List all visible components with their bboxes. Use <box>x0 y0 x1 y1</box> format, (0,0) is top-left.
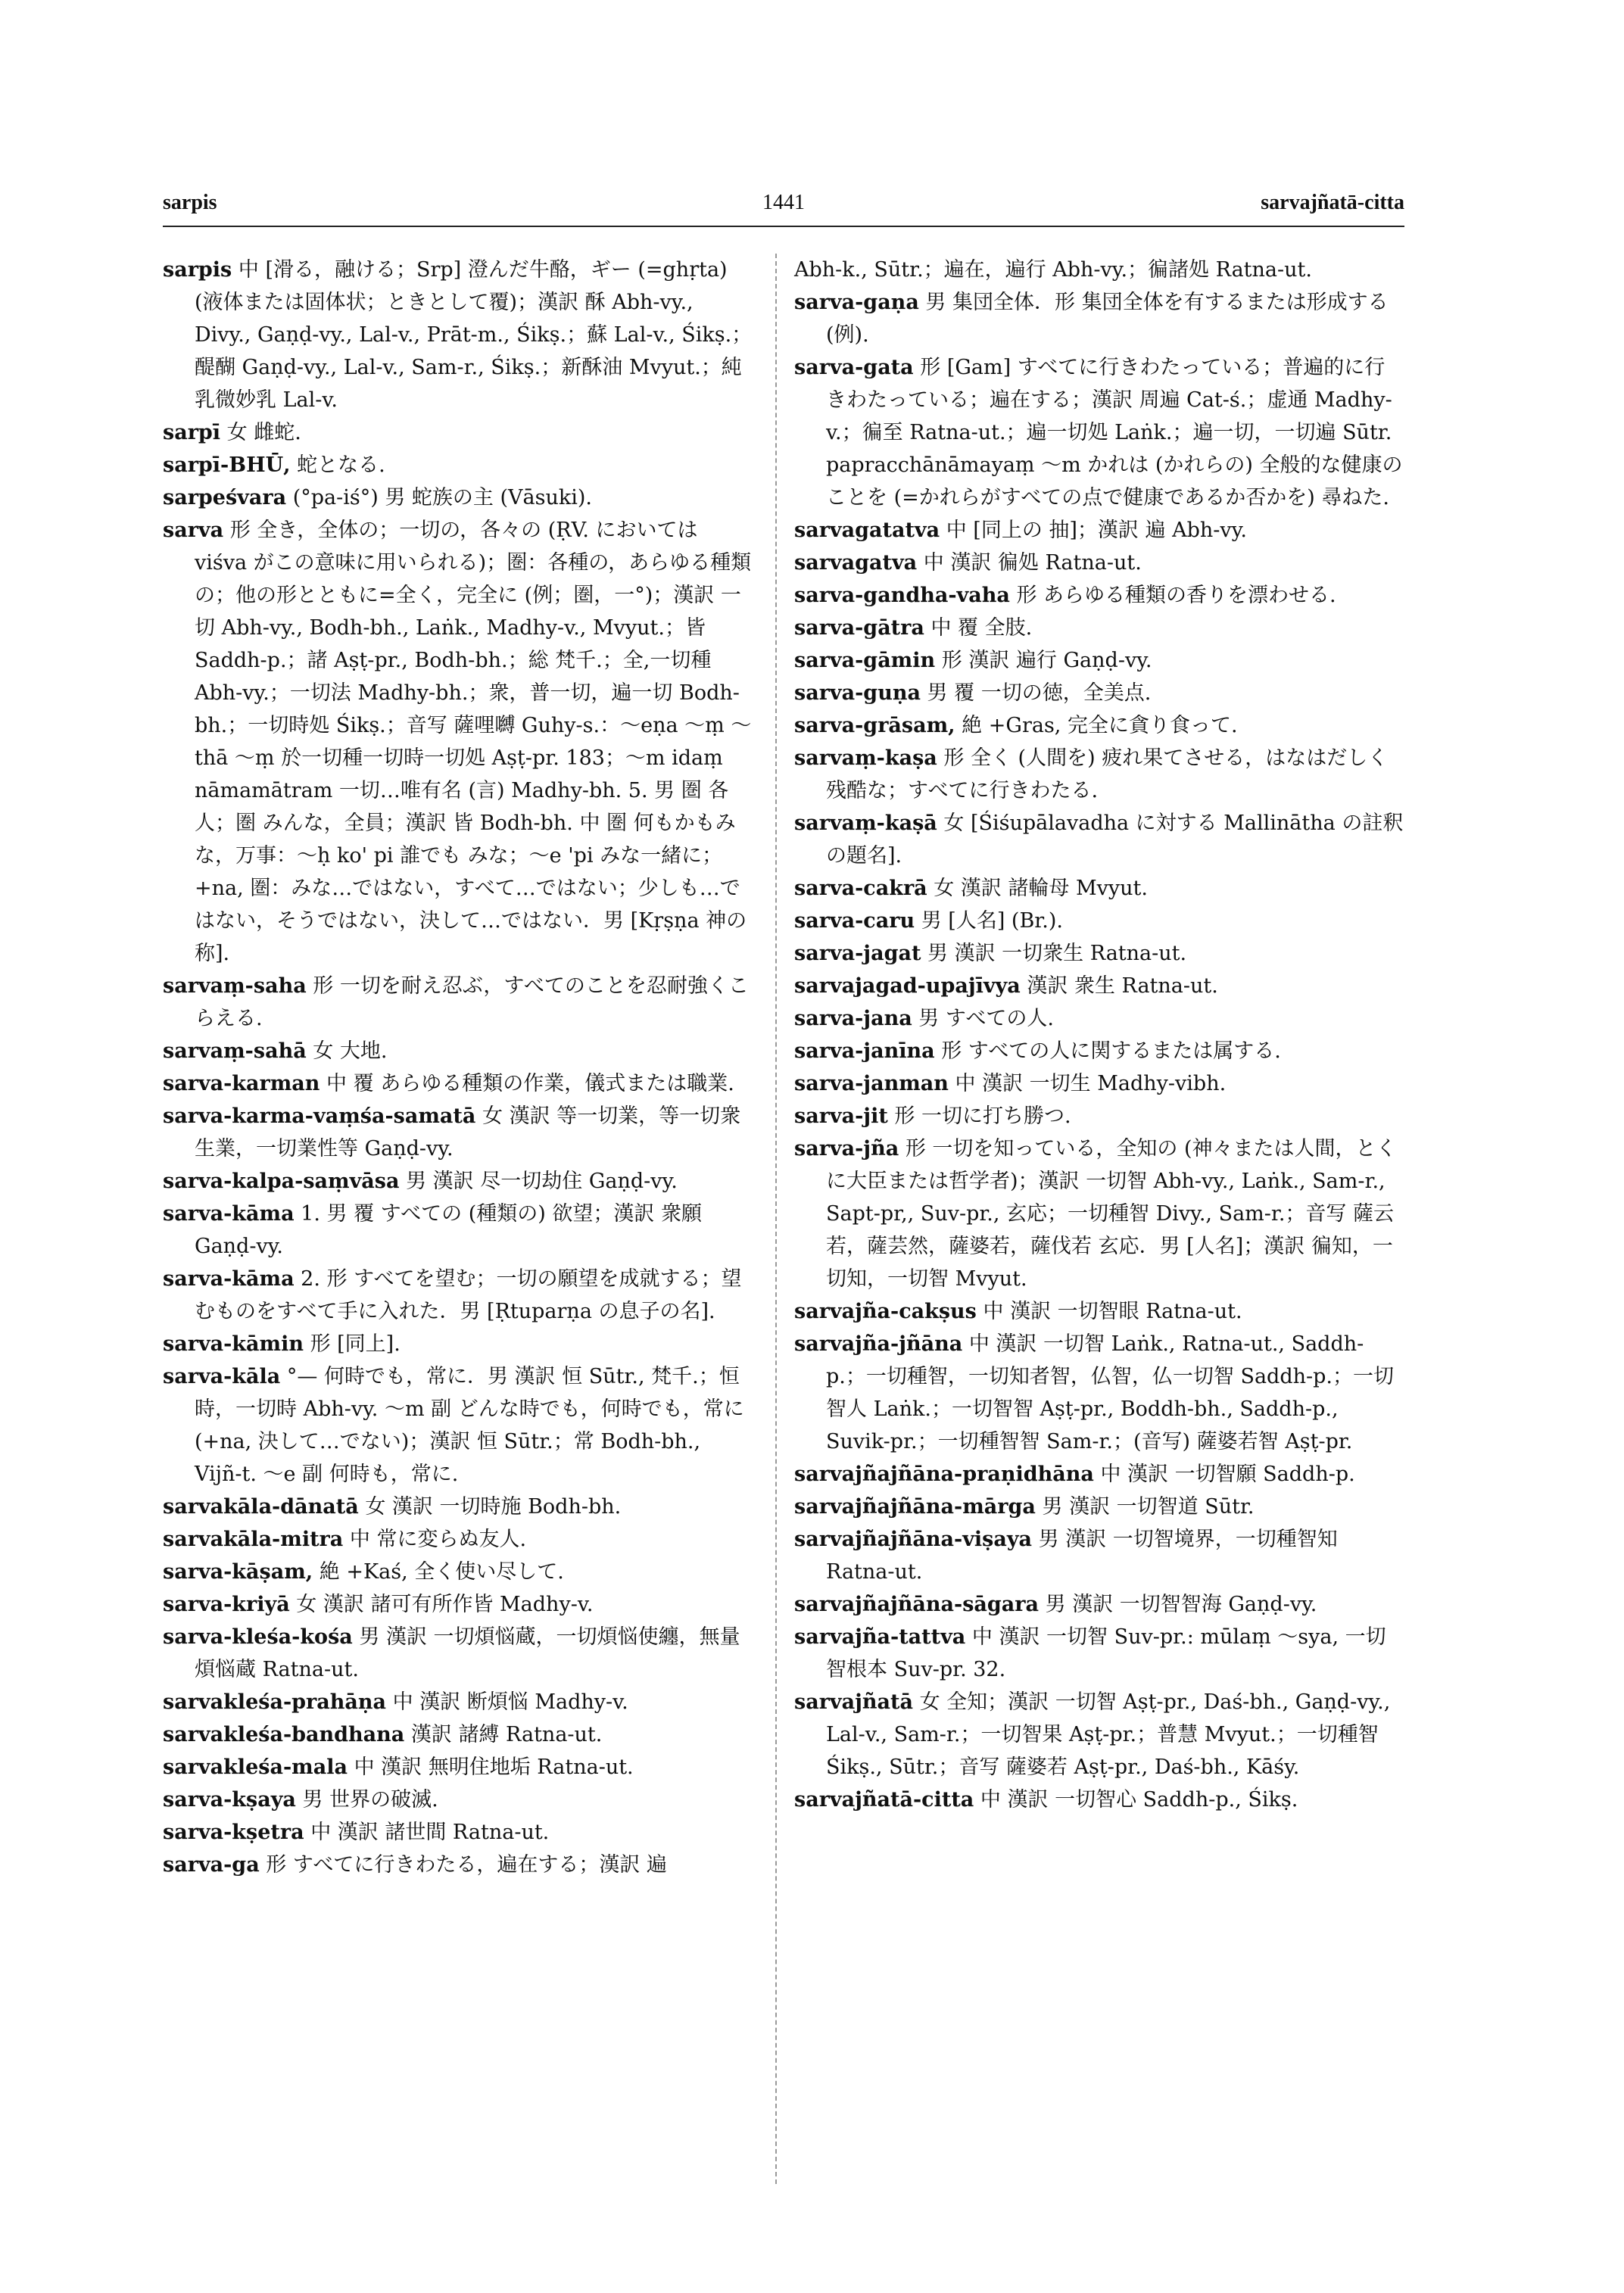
entry-definition: 漢訳 衆生 Ratna-ut. <box>1027 974 1218 998</box>
dictionary-entry <box>163 481 753 514</box>
dictionary-entry <box>794 905 1404 937</box>
dictionary-entry <box>794 1523 1404 1588</box>
entry-definition: Abh-k., Sūtr.；遍在，遍行 Abh-vy.；徧諸処 Ratna-ut. <box>794 258 1312 282</box>
left-column <box>163 254 753 1881</box>
entry-headword: sarvajñajñāna-praṇidhāna <box>794 1463 1094 1486</box>
entry-definition: 形 漢訳 遍行 Gaṇḍ-vy. <box>941 649 1152 672</box>
entry-headword: sarva-kāṣam, <box>163 1560 313 1584</box>
dictionary-entry <box>163 254 753 416</box>
entry-definition: 中 漢訳 無明住地垢 Ratna-ut. <box>354 1756 634 1779</box>
entry-definition: 中 漢訳 徧処 Ratna-ut. <box>923 551 1142 575</box>
entry-definition: 女 漢訳 諸輪母 Mvyut. <box>934 877 1148 900</box>
dictionary-entry <box>794 742 1404 807</box>
dictionary-entry <box>163 1816 753 1849</box>
dictionary-entry <box>163 1784 753 1816</box>
entry-definition: 中 漢訳 諸世間 Ratna-ut. <box>310 1821 550 1844</box>
dictionary-entry <box>794 1621 1404 1686</box>
entry-headword: sarva-kāma <box>163 1202 295 1226</box>
entry-headword: sarvajagad-upajīvya <box>794 974 1021 998</box>
entry-definition: 中 常に変らぬ友人. <box>349 1528 527 1551</box>
entry-definition: 男 漢訳 一切智智海 Gaṇḍ-vy. <box>1045 1593 1317 1616</box>
entry-headword: sarva-kāma <box>163 1267 295 1291</box>
entry-headword: sarva-gandha-vaha <box>794 584 1010 607</box>
dictionary-entry <box>163 1165 753 1198</box>
dictionary-entry <box>163 1686 753 1718</box>
entry-definition: 男 漢訳 一切煩悩蔵，一切煩悩使纏，無量煩悩蔵 Ratna-ut. <box>195 1625 740 1681</box>
entry-definition: 絶 +Gras, 完全に貪り食って. <box>962 714 1238 737</box>
entry-headword: sarvajñajñāna-sāgara <box>794 1593 1040 1616</box>
entry-headword: sarva-karman <box>163 1072 320 1095</box>
entry-headword: sarvajñajñāna-mārga <box>794 1495 1036 1519</box>
entry-headword: sarvakāla-dānatā <box>163 1495 359 1519</box>
dictionary-entry <box>794 677 1404 709</box>
dictionary-entry <box>794 514 1404 547</box>
dictionary-entry <box>794 1035 1404 1067</box>
entry-definition: 女 大地. <box>313 1039 388 1063</box>
entry-headword: sarva-gāmin <box>794 649 936 672</box>
entry-definition: 男 世界の破滅. <box>302 1788 438 1812</box>
entry-headword: sarvajña-jñāna <box>794 1332 963 1356</box>
entry-definition: 男 漢訳 一切智境界，一切種智知 Ratna-ut. <box>826 1528 1338 1584</box>
dictionary-entry <box>794 709 1404 742</box>
dictionary-entry <box>794 1686 1404 1784</box>
dictionary-entry <box>794 612 1404 644</box>
dictionary-entry <box>163 1100 753 1165</box>
entry-definition: 形 すべてに行きわたる，遍在する；漢訳 遍 <box>266 1853 667 1877</box>
entry-definition: 男 漢訳 一切衆生 Ratna-ut. <box>927 942 1187 965</box>
header-rule <box>163 226 1404 227</box>
entry-definition: (°pa-iś°) 男 蛇族の主 (Vāsuki). <box>292 486 592 509</box>
entry-definition: 形 一切を知っている，全知の (神々または人間，とくに大臣または哲学者)；漢訳 一切智 Abh-vy., Laṅk., Sam-r., Sapt-pr,, Suv-pr., 玄応；一切種智 Divy., Sam-r.；音写 薩云若，薩芸然，薩婆若，薩伐若 玄応．男 [人名]；漢訳 徧知，一切知，一切智 Mvyut. <box>826 1137 1397 1291</box>
dictionary-entry <box>794 1784 1404 1816</box>
entry-headword: sarva-janman <box>794 1072 949 1095</box>
dictionary-entry <box>163 1035 753 1067</box>
entry-headword: sarvagatatva <box>794 519 940 542</box>
entry-definition: 女 漢訳 等一切業，等一切衆生業，一切業性等 Gaṇḍ-vy. <box>195 1104 741 1161</box>
entry-definition: 2. 形 すべてを望む；一切の願望を成就する；望むものをすべて手に入れた．男 [Ṛtuparṇa の息子の名]. <box>195 1267 742 1323</box>
dictionary-entry <box>794 1002 1404 1035</box>
dictionary-entry <box>163 1198 753 1263</box>
column-divider <box>775 254 777 2184</box>
dictionary-entry <box>163 1556 753 1588</box>
entry-headword: sarva-gata <box>794 356 914 379</box>
entry-definition: 男 漢訳 尽一切劫住 Gaṇḍ-vy. <box>406 1170 678 1193</box>
entry-headword: sarva-grāsam, <box>794 714 955 737</box>
entry-headword: sarvagatva <box>794 551 918 575</box>
entry-headword: sarvajñatā <box>794 1690 913 1714</box>
entry-headword: sarvajña-cakṣus <box>794 1300 977 1323</box>
entry-definition: 女 全知；漢訳 一切智 Aṣṭ-pr., Daś-bh., Gaṇḍ-vy., Lal-v., Sam-r.；一切智果 Aṣṭ-pr.；普慧 Mvyut.；一切種智 Śikṣ., Sūtr.；音写 薩婆若 Aṣṭ-pr., Daś-bh., Kāśy. <box>826 1690 1391 1779</box>
dictionary-entry <box>794 547 1404 579</box>
entry-definition: 形 全く (人間を) 疲れ果てさせる，はなはだしく残酷な；すべてに行きわたる. <box>826 746 1389 802</box>
entry-definition: 男 すべての人. <box>918 1007 1054 1030</box>
entry-definition: 男 [人名] (Br.). <box>921 909 1063 933</box>
dictionary-entry <box>794 970 1404 1002</box>
entry-headword: sarva-caru <box>794 909 915 933</box>
entry-headword: sarva-karma-vaṃśa-samatā <box>163 1104 476 1128</box>
entry-headword: sarva-kṣetra <box>163 1821 304 1844</box>
entry-definition: 中 [滑る，融ける；Srp] 澄んだ牛酪，ギー (=ghṛta) (液体または固体状；ときとして覆)；漢訳 酥 Abh-vy., Divy., Gaṇḍ-vy., Lal-v., Prāt-m., Śikṣ.；蘇 Lal-v., Śikṣ.；醍醐 Gaṇḍ-vy., Lal-v., Sam-r., Śikṣ.；新酥油 Mvyut.；純乳微妙乳 Lal-v. <box>195 258 753 412</box>
entry-headword: sarva-gaṇa <box>794 291 919 314</box>
entry-headword: sarpī <box>163 421 221 444</box>
dictionary-entry <box>163 1491 753 1523</box>
dictionary-entry <box>794 1588 1404 1621</box>
entry-headword: sarva-kriyā <box>163 1593 290 1616</box>
dictionary-entry <box>794 1491 1404 1523</box>
dictionary-entry <box>163 449 753 481</box>
dictionary-entry <box>163 1849 753 1881</box>
entry-definition: 絶 +Kaś, 全く使い尽して. <box>319 1560 564 1584</box>
entry-definition: 形 すべての人に関するまたは属する. <box>941 1039 1281 1063</box>
entry-headword: sarvaṃ-kaṣa <box>794 746 937 770</box>
dictionary-entry <box>163 1523 753 1556</box>
dictionary-entry <box>794 351 1404 514</box>
entry-definition: 中 漢訳 一切智眼 Ratna-ut. <box>983 1300 1242 1323</box>
entry-definition: 中 [同上の 抽]；漢訳 遍 Abh-vy. <box>946 519 1247 542</box>
entry-definition: 蛇となる. <box>297 453 385 477</box>
dictionary-entry <box>163 970 753 1035</box>
entry-definition: °— 何時でも，常に．男 漢訳 恒 Sūtr., 梵千.；恒時，一切時 Abh-vy. ～m 副 どんな時でも，何時でも，常に (+na, 決して…でない)；漢訳 恒 Sūtr.；常 Bodh-bh., Vijñ-t. ～e 副 何時も，常に. <box>195 1365 744 1486</box>
dictionary-entry <box>163 1360 753 1491</box>
entry-headword: sarvaṃ-kaṣā <box>794 812 937 835</box>
entry-headword: sarvakleśa-mala <box>163 1756 348 1779</box>
entry-headword: sarva <box>163 519 224 542</box>
entry-headword: sarva-gātra <box>794 616 924 640</box>
entry-headword: sarva-kalpa-saṃvāsa <box>163 1170 400 1193</box>
page-header <box>163 191 1404 224</box>
dictionary-entry <box>794 1100 1404 1132</box>
entry-headword: sarpeśvara <box>163 486 287 509</box>
entry-definition: 中 漢訳 一切智心 Saddh-p., Śikṣ. <box>980 1788 1298 1812</box>
dictionary-entry <box>794 807 1404 872</box>
entry-definition: 女 漢訳 一切時施 Bodh-bh. <box>365 1495 622 1519</box>
entry-headword: sarva-jana <box>794 1007 912 1030</box>
dictionary-entry <box>794 1458 1404 1491</box>
entry-definition: 漢訳 諸縛 Ratna-ut. <box>410 1723 603 1746</box>
dictionary-entry <box>163 1328 753 1360</box>
entry-definition: 形 一切に打ち勝つ. <box>894 1104 1071 1128</box>
entry-headword: sarvajñajñāna-viṣaya <box>794 1528 1033 1551</box>
entry-headword: sarvaṃ-saha <box>163 974 307 998</box>
dictionary-entry <box>794 254 1404 286</box>
entry-definition: 中 漢訳 断煩悩 Madhy-v. <box>392 1690 628 1714</box>
entry-definition: 中 覆 全肢. <box>930 616 1033 640</box>
running-head-left: sarpis <box>163 191 217 214</box>
entry-definition: 形 全き，全体の；一切の，各々の (ṚV. においては viśva がこの意味に用いられる)；圏：各種の，あらゆる種類の；他の形とともに=全く，完全に (例；圏，一°)；漢訳 一切 Abh-vy., Bodh-bh., Laṅk., Madhy-v., Mvyut.；皆 Saddh-p.；諸 Aṣṭ-pr., Bodh-bh.；総 梵千.；全,一切種 Abh-vy.；一切法 Madhy-bh.；衆，普一切，遍一切 Bodh-bh.；一切時処 Śikṣ.；音写 薩哩嚩 Guhy-s.：～eṇa ～ṃ ～thā ～ṃ 於一切種一切時一切処 Aṣṭ-pr. 183；～m idaṃ nāmamātram 一切…唯有名 (言) Madhy-bh. 5. 男 圏 各人；圏 みんな，全員；漢訳 皆 Bodh-bh. 中 圏 何もかもみな，万事：～ḥ ko' pi 誰でも みな；～e 'pi みな一緒に；+na, 圏：みな…ではない，すべて…ではない；少しも…ではない，そうではない，決して…ではない．男 [Kṛṣṇa 神の称]. <box>195 519 752 965</box>
entry-definition: 男 覆 一切の徳，全美点. <box>927 681 1152 705</box>
right-column <box>794 254 1404 1816</box>
dictionary-entry <box>794 1067 1404 1100</box>
dictionary-entry <box>794 286 1404 351</box>
entry-headword: sarva-jña <box>794 1137 899 1161</box>
running-head-right: sarvajñatā-citta <box>1261 191 1404 214</box>
entry-headword: sarva-kleśa-kośa <box>163 1625 353 1649</box>
entry-definition: 形 [同上]. <box>310 1332 401 1356</box>
dictionary-entry <box>163 1588 753 1621</box>
entry-definition: 中 漢訳 一切智願 Saddh-p. <box>1100 1463 1355 1486</box>
entry-headword: sarvaṃ-sahā <box>163 1039 307 1063</box>
entry-headword: sarva-kāmin <box>163 1332 304 1356</box>
dictionary-entry <box>794 1132 1404 1295</box>
dictionary-entry <box>794 1295 1404 1328</box>
entry-headword: sarva-kāla <box>163 1365 281 1388</box>
entry-headword: sarvajña-tattva <box>794 1625 966 1649</box>
dictionary-entry <box>163 1718 753 1751</box>
entry-headword: sarva-guṇa <box>794 681 921 705</box>
entry-headword: sarvakāla-mitra <box>163 1528 344 1551</box>
entry-definition: 中 漢訳 一切生 Madhy-vibh. <box>955 1072 1227 1095</box>
entry-headword: sarva-jit <box>794 1104 888 1128</box>
dictionary-entry <box>163 1751 753 1784</box>
dictionary-entry <box>163 1621 753 1686</box>
entry-definition: 形 [Gam] すべてに行きわたっている；普遍的に行きわたっている；遍在する；漢訳 周遍 Cat-ś.；虚通 Madhy-v.；徧至 Ratna-ut.；遍一切処 Laṅk.；遍一切，一切遍 Sūtr. papracchānāmayaṃ ～m かれは (かれらの) 全般的な健康のことを (=かれらがすべての点で健康であるか否かを) 尋ねた. <box>826 356 1403 509</box>
entry-definition: 女 雌蛇. <box>226 421 301 444</box>
dictionary-entry <box>794 579 1404 612</box>
entry-definition: 女 [Śiśupālavadha に対する Mallinātha の註釈の題名]. <box>826 812 1404 868</box>
entry-definition: 形 あらゆる種類の香りを漂わせる. <box>1016 584 1336 607</box>
entry-headword: sarvajñatā-citta <box>794 1788 974 1812</box>
entry-definition: 女 漢訳 諸可有所作皆 Madhy-v. <box>296 1593 594 1616</box>
dictionary-entry <box>163 514 753 970</box>
dictionary-entry <box>163 1263 753 1328</box>
dictionary-entry <box>794 644 1404 677</box>
entry-headword: sarpis <box>163 258 232 282</box>
entry-headword: sarva-kṣaya <box>163 1788 296 1812</box>
entry-definition: 1. 男 覆 すべての (種類の) 欲望；漢訳 衆願 Gaṇḍ-vy. <box>195 1202 702 1258</box>
entry-headword: sarva-janīna <box>794 1039 935 1063</box>
entry-definition: 中 漢訳 一切智 Suv-pr.: mūlaṃ ～sya, 一切智根本 Suv-pr. 32. <box>826 1625 1386 1681</box>
page-number: 1441 <box>762 191 805 214</box>
entry-headword: sarva-ga <box>163 1853 260 1877</box>
entry-definition: 形 一切を耐え忍ぶ，すべてのことを忍耐強くこらえる. <box>195 974 749 1030</box>
entry-headword: sarpī-BHŪ, <box>163 453 291 477</box>
dictionary-entry <box>163 416 753 449</box>
entry-headword: sarva-jagat <box>794 942 921 965</box>
entry-definition: 男 集団全体．形 集団全体を有するまたは形成する (例). <box>826 291 1389 347</box>
dictionary-entry <box>794 872 1404 905</box>
entry-headword: sarvakleśa-prahāṇa <box>163 1690 386 1714</box>
entry-definition: 中 覆 あらゆる種類の作業，儀式または職業. <box>326 1072 734 1095</box>
entry-headword: sarva-cakrā <box>794 877 927 900</box>
dictionary-entry <box>163 1067 753 1100</box>
dictionary-entry <box>794 937 1404 970</box>
entry-definition: 男 漢訳 一切智道 Sūtr. <box>1042 1495 1255 1519</box>
entry-definition: 中 漢訳 一切智 Laṅk., Ratna-ut., Saddh-p.；一切種智，一切知者智，仏智，仏一切智 Saddh-p.；一切智人 Laṅk.；一切智智 Aṣṭ-pr., Boddh-bh., Saddh-p., Suvik-pr.；一切種智智 Sam-r.；(音写) 薩婆若智 Aṣṭ-pr. <box>826 1332 1394 1453</box>
dictionary-entry <box>794 1328 1404 1458</box>
entry-headword: sarvakleśa-bandhana <box>163 1723 405 1746</box>
